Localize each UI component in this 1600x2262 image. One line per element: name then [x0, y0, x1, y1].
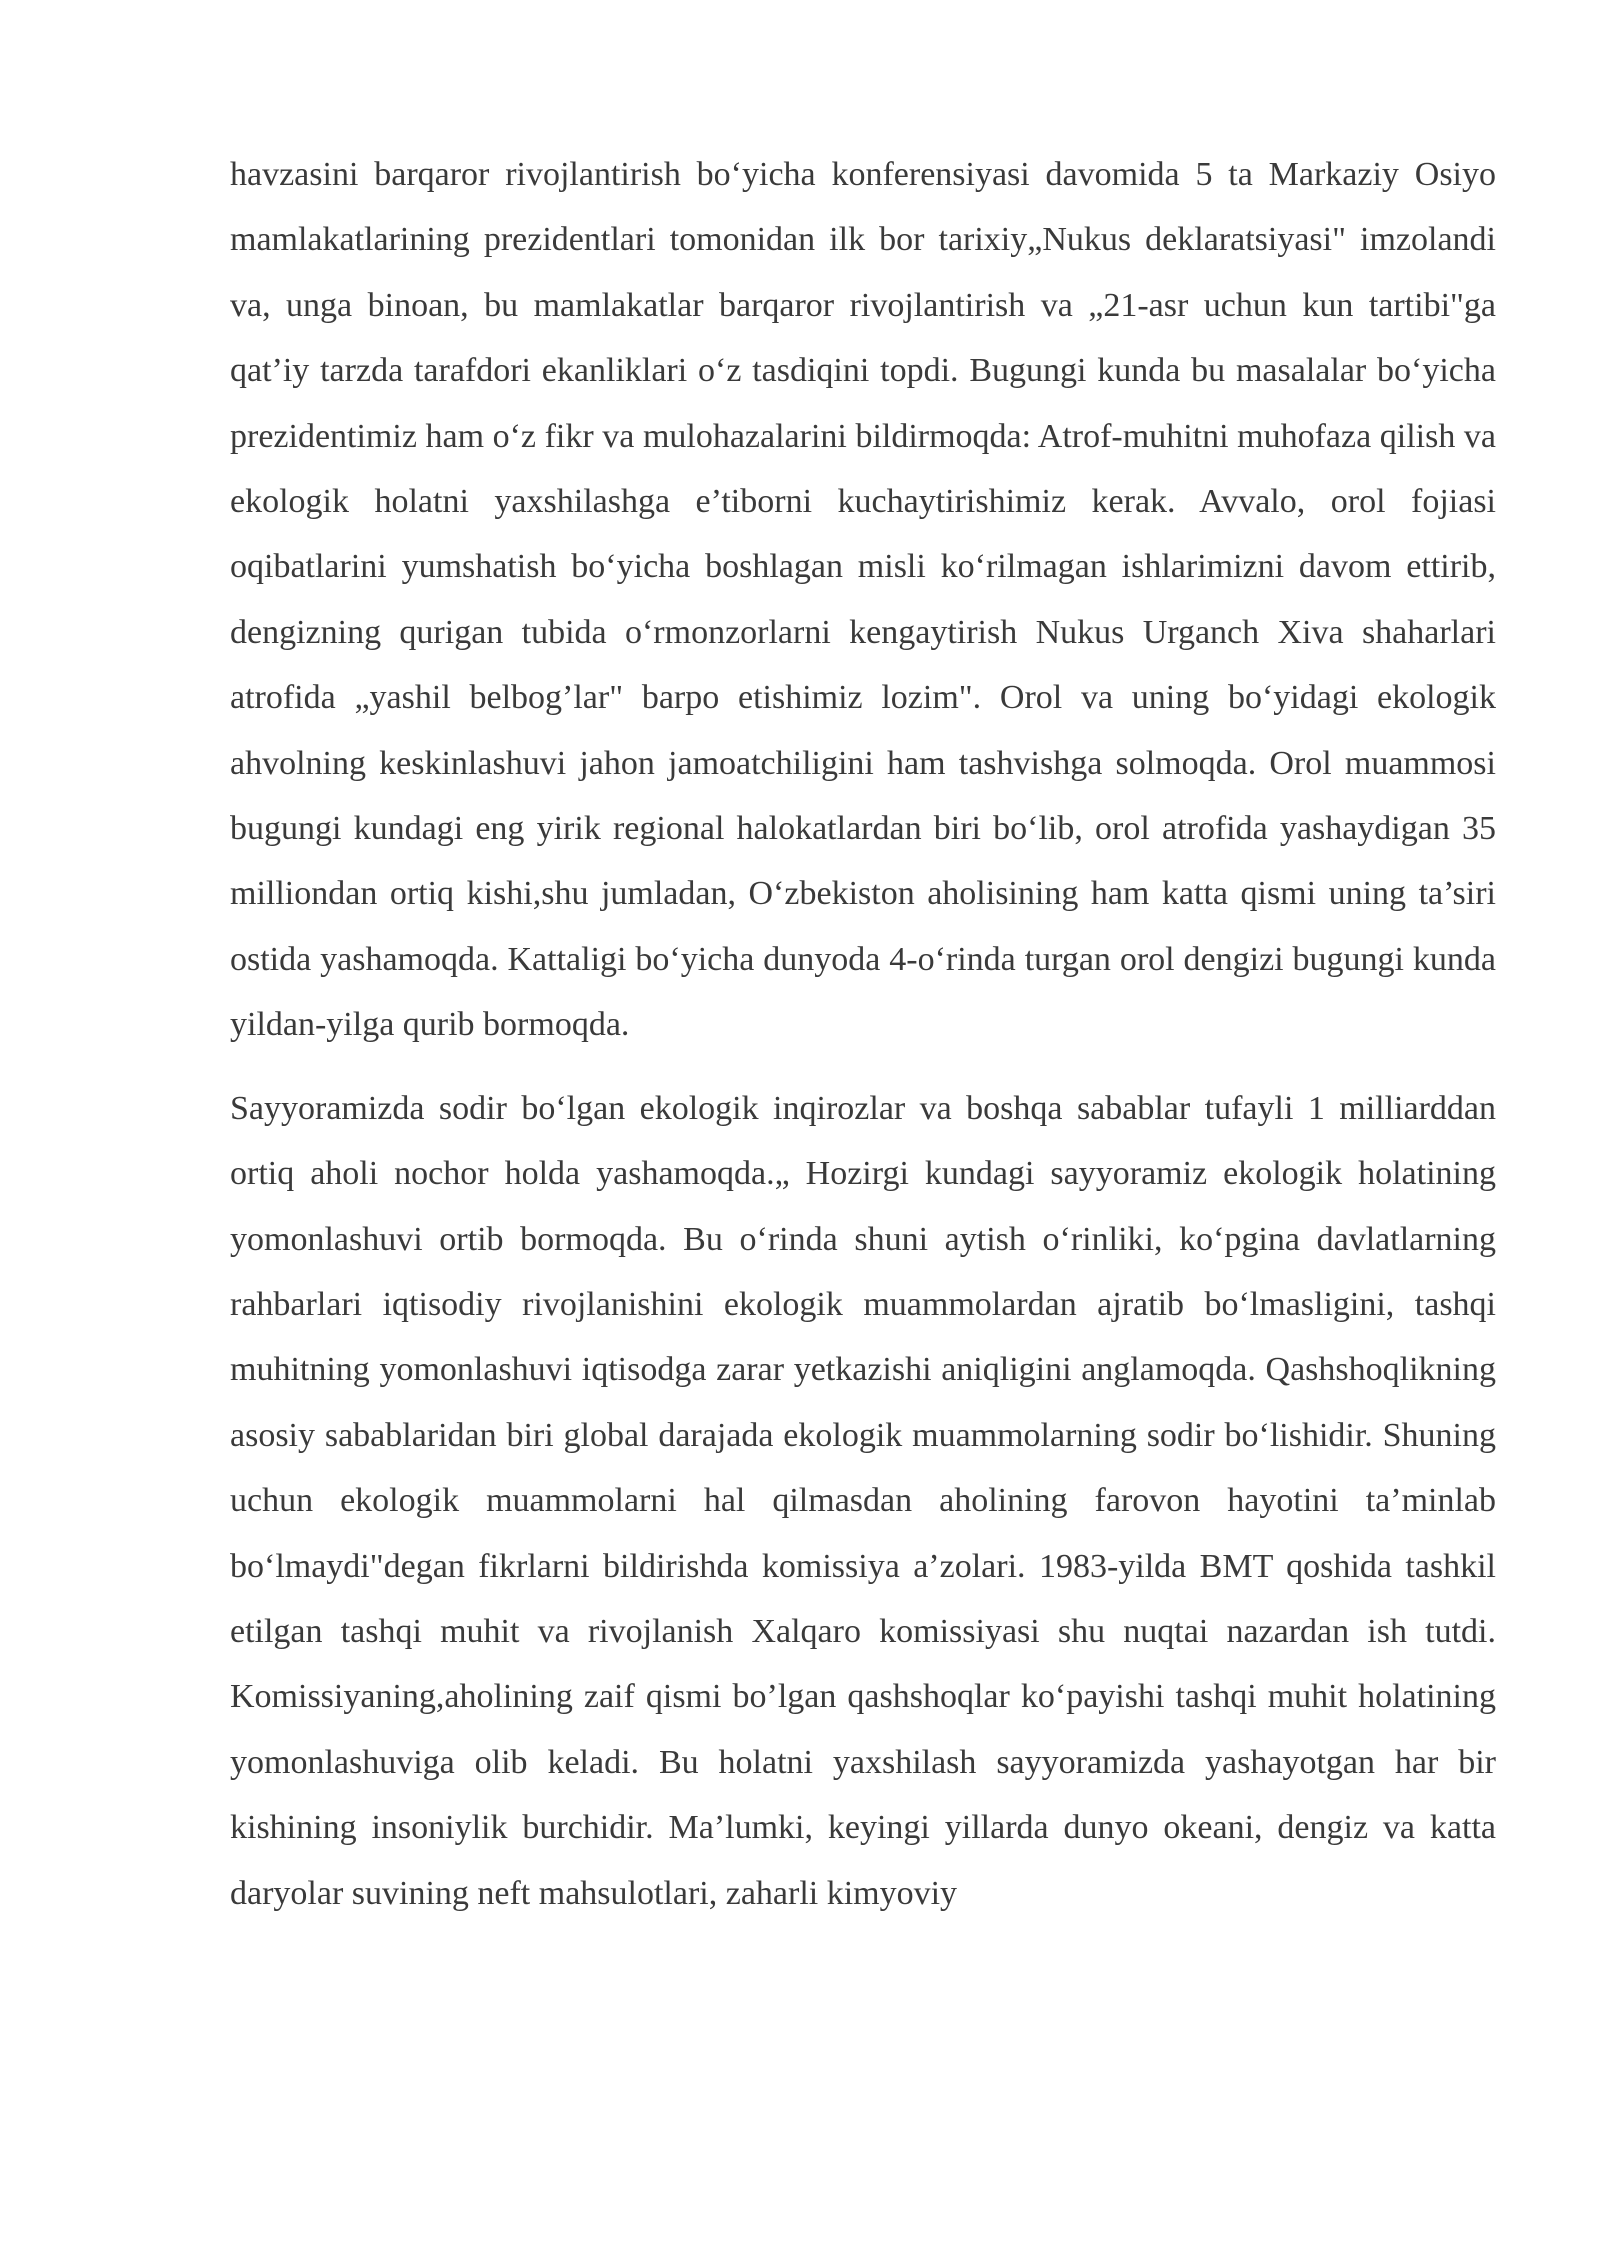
document-body: [230, 142, 1496, 1926]
paragraph-1: havzasini barqaror rivojlantirish bo‘yicha konferensiyasi davomida 5 ta Markaziy Osiyo mamlakatlarining prezidentlari tomonidan ilk bor tarixiy„Nukus deklaratsiyasi" imzolandi va, unga binoan, bu mamlakatlar barqaror rivojlantirish va „21-asr uchun kun tartibi"ga qat’iy tarzda tarafdori ekanliklari o‘z tasdiqini topdi. Bugungi kunda bu masalalar bo‘yicha prezidentimiz ham o‘z fikr va mulohazalarini bildirmoqda: Atrof-muhitni muhofaza qilish va ekologik holatni yaxshilashga e’tiborni kuchaytirishimiz kerak. Avvalo, orol fojiasi oqibatlarini yumshatish bo‘yicha boshlagan misli ko‘rilmagan ishlarimizni davom ettirib, dengizning qurigan tubida o‘rmonzorlarni kengaytirish Nukus Urganch Xiva shaharlari atrofida „yashil belbog’lar" barpo etishimiz lozim". Orol va uning bo‘yidagi ekologik ahvolning keskinlashuvi jahon jamoatchiligini ham tashvishga solmoqda. Orol muammosi bugungi kundagi eng yirik regional halokatlardan biri bo‘lib, orol atrofida yashaydigan 35 milliondan ortiq kishi,shu jumladan, O‘zbekiston aholisining ham katta qismi uning ta’siri ostida yashamoqda. Kattaligi bo‘yicha dunyoda 4-o‘rinda turgan orol dengizi bugungi kunda yildan-yilga qurib bormoqda.: [230, 156, 1496, 1044]
paragraph-2: Sayyoramizda sodir bo‘lgan ekologik inqirozlar va boshqa sabablar tufayli 1 milliarddan ortiq aholi nochor holda yashamoqda.„ Hozirgi kundagi sayyoramiz ekologik holatining yomonlashuvi ortib bormoqda. Bu o‘rinda shuni aytish o‘rinliki, ko‘pgina davlatlarning rahbarlari iqtisodiy rivojlanishini ekologik muammolardan ajratib bo‘lmasligini, tashqi muhitning yomonlashuvi iqtisodga zarar yetkazishi aniqligini anglamoqda. Qashshoqlikning asosiy sabablaridan biri global darajada ekologik muammolarning sodir bo‘lishidir. Shuning uchun ekologik muammolarni hal qilmasdan aholining farovon hayotini ta’minlab bo‘lmaydi"degan fikrlarni bildirishda komissiya a’zolari. 1983-yilda BMT qoshida tashkil etilgan tashqi muhit va rivojlanish Xalqaro komissiyasi shu nuqtai nazardan ish tutdi. Komissiyaning,aholining zaif qismi bo’lgan qashshoqlar ko‘payishi tashqi muhit holatining yomonlashuviga olib keladi. Bu holatni yaxshilash sayyoramizda yashayotgan har bir kishining insoniylik burchidir. Ma’lumki, keyingi yillarda dunyo okeani, dengiz va katta daryolar suvining neft mahsulotlari, zaharli kimyoviy: [230, 1089, 1496, 1912]
